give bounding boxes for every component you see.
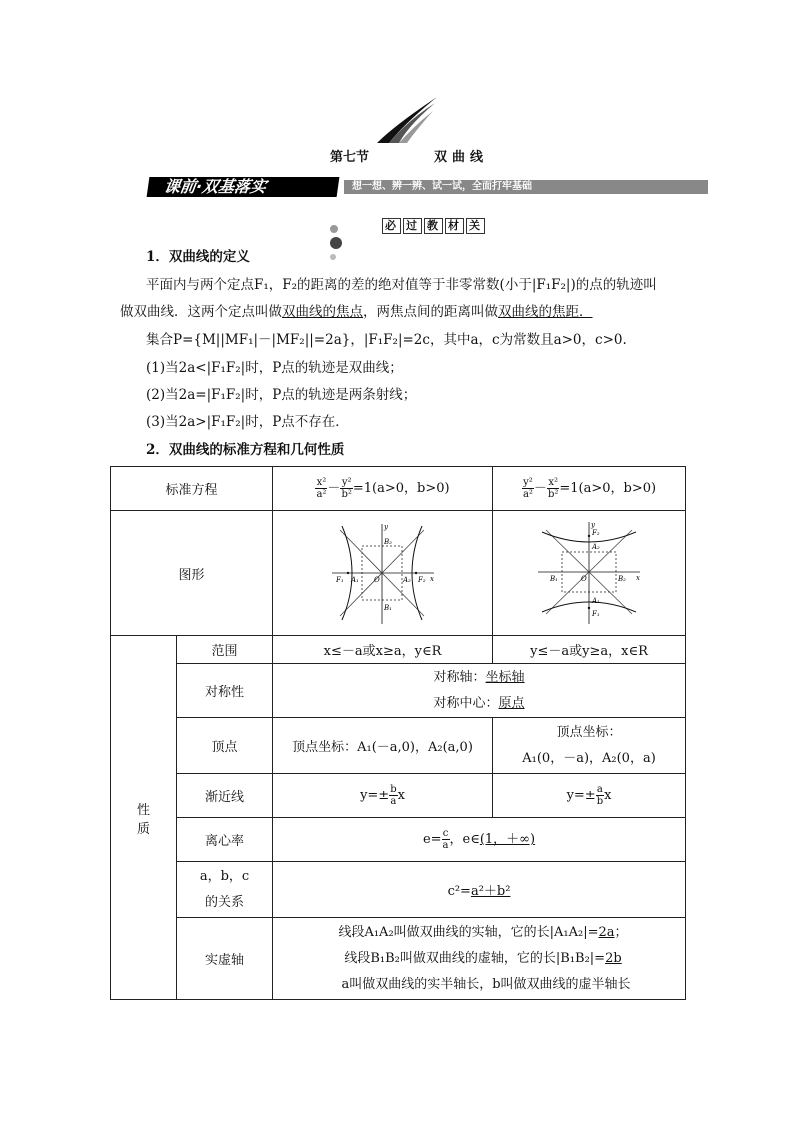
answer-imag-axis: 2b: [605, 950, 622, 966]
properties-label-char: 性: [136, 802, 150, 818]
swoosh-logo: [375, 95, 440, 145]
axis-value: [273, 918, 686, 1000]
graph2-y-label: y: [591, 521, 595, 529]
answer-focal-distance: 双曲线的焦距．: [498, 304, 593, 320]
table-row: [111, 467, 686, 511]
graph2-a2-label: A₂: [592, 543, 600, 551]
case-3: (3)当2a>|F₁F₂|时，P点不存在．: [146, 414, 349, 430]
section2-heading: 2．双曲线的标准方程和几何性质: [146, 442, 345, 458]
section-title: 双曲线: [434, 150, 489, 165]
focus-point: [588, 535, 590, 537]
text-span: ，两焦点间的距离叫做: [363, 304, 498, 320]
table-row: [111, 718, 686, 774]
case-2: (2)当2a=|F₁F₂|时，P点的轨迹是两条射线；: [146, 387, 417, 403]
section-number: 第七节: [330, 150, 370, 165]
graph1-origin-label: O: [373, 576, 380, 584]
range-1: x≤－a或x≥a，y∈R: [273, 636, 493, 664]
text-span: e=: [422, 832, 442, 847]
sub-banner-text: [382, 218, 487, 234]
graph1-b1-label: B₁: [383, 604, 392, 612]
symmetry-value: [273, 664, 686, 718]
std-eq-1: $\frac{\text{x²}}{\text{a²}}$ － $\frac{\text{y²}}{\text{b²}}$ =1(a>0，b>0): [273, 467, 493, 511]
text-line: a，b，c: [199, 868, 250, 884]
axis-label: 实虚轴: [177, 918, 273, 1000]
hyperbola-horizontal-graph: [328, 518, 438, 628]
answer-real-axis: 2a: [598, 924, 615, 940]
answer-axis: 坐标轴: [485, 669, 525, 685]
table-row: [111, 862, 686, 918]
graph2-a1-label: A₁: [592, 597, 600, 605]
table-row: [111, 511, 686, 636]
dots-decoration: [330, 221, 344, 263]
text-span: x: [604, 788, 612, 803]
graph2-f1-label: F₁: [592, 610, 600, 618]
table-row: [111, 818, 686, 862]
eq-tail: =1(a>0，b>0): [352, 481, 450, 496]
asymptote-label: 渐近线: [177, 774, 273, 818]
text-span: y=±: [566, 788, 596, 803]
section1-heading: 1．双曲线的定义: [146, 249, 250, 265]
text-line: 的关系: [205, 894, 245, 910]
asymptote-2-value: [493, 774, 686, 818]
table-row: [111, 918, 686, 1000]
text-line: A₁(0，－a)，A₂(0，a): [522, 750, 656, 766]
text-span: ，e∈: [449, 832, 480, 847]
vertex-label: 顶点: [177, 718, 273, 774]
focus-point: [588, 607, 590, 609]
std-eq-2: $\frac{\text{y²}}{\text{a²}}$ － $\frac{\text{x²}}{\text{b²}}$ =1(a>0，b>0): [493, 467, 686, 511]
case-1: (1)当2a<|F₁F₂|时，P点的轨迹是双曲线；: [146, 360, 403, 376]
graph-label: 图形: [111, 511, 273, 636]
eccentricity-label: 离心率: [177, 818, 273, 862]
frac-den: a: [390, 796, 397, 807]
abc-value: [273, 862, 686, 918]
hyperbola-vertical-graph: [534, 518, 644, 628]
eccentricity-value: [273, 818, 686, 862]
definition-line1: 平面内与两个定点F₁，F₂的距离的差的绝对值等于非零常数(小于|F₁F₂|)的点的轨迹叫: [146, 277, 657, 293]
text-span: 对称轴：: [433, 669, 486, 685]
table-row: [111, 664, 686, 718]
properties-table: [110, 466, 686, 1000]
table-row: [111, 774, 686, 818]
sub-banner-char: 关: [466, 218, 485, 234]
frac-den: b: [596, 796, 604, 807]
answer-abc: a²＋b²: [470, 884, 511, 899]
properties-label: [111, 636, 177, 1000]
answer-ecc-range: (1，＋∞): [479, 832, 536, 847]
graph2-b1-label: B₁: [550, 575, 558, 583]
text-span: ；: [614, 924, 628, 940]
graph1-f1-label: F₁: [335, 576, 344, 584]
definition-line2: [120, 302, 593, 322]
graph1-a2-label: A₂: [402, 576, 411, 584]
focus-point: [414, 572, 416, 574]
eq-tail: =1(a>0，b>0): [559, 481, 657, 496]
range-2: y≤－a或y≥a，x∈R: [493, 636, 686, 664]
text-span: c²=: [447, 884, 471, 899]
lesson-banner: [148, 177, 708, 197]
graph1-x-label: x: [429, 575, 434, 583]
frac-den: a: [442, 840, 449, 851]
banner-sub: 想一想、辨一辨、试一试，全面打牢基础: [344, 180, 708, 194]
page-title-row: [0, 146, 794, 164]
graph1-y-label: y: [383, 523, 388, 531]
focus-point: [346, 572, 348, 574]
graph1-f2-label: F₂: [417, 576, 426, 584]
text-span: 线段B₁B₂叫做双曲线的虚轴，它的长|B₁B₂|=: [344, 950, 606, 966]
text-line: 顶点坐标：: [556, 724, 622, 740]
sub-banner-char: 教: [424, 218, 443, 234]
text-line: a叫做双曲线的实半轴长，b叫做双曲线的虚半轴长: [341, 976, 631, 992]
graph-2-cell: [493, 511, 686, 636]
text-span: 对称中心：: [433, 695, 499, 711]
answer-center: 原点: [498, 695, 525, 711]
std-eq-label: 标准方程: [111, 467, 273, 511]
graph2-x-label: x: [636, 574, 640, 582]
graph2-f2-label: F₂: [592, 529, 600, 537]
sub-banner-char: 过: [403, 218, 422, 234]
table-row: [111, 636, 686, 664]
symmetry-label: 对称性: [177, 664, 273, 718]
graph1-a1-label: A₁: [350, 576, 359, 584]
frac-num: b: [390, 784, 397, 795]
graph1-b2-label: B₂: [383, 538, 392, 546]
vertex-1: 顶点坐标：A₁(－a,0)，A₂(a,0): [273, 718, 493, 774]
text-span: 做双曲线．这两个定点叫做: [120, 304, 282, 320]
text-span: 线段A₁A₂叫做双曲线的实轴，它的长|A₁A₂|=: [338, 924, 599, 940]
abc-label: [177, 862, 273, 918]
graph2-b2-label: B₂: [618, 575, 626, 583]
properties-label-char: 质: [136, 821, 150, 837]
set-definition: 集合P={M||MF₁|－|MF₂||=2a}，|F₁F₂|=2c，其中a，c为常数且a>0，c>0.: [146, 332, 627, 348]
text-span: x: [397, 788, 405, 803]
graph-1-cell: [273, 511, 493, 636]
frac-num: a: [596, 784, 603, 795]
graph2-origin-label: O: [581, 575, 587, 583]
frac-num: c: [442, 828, 449, 839]
vertex-2: [493, 718, 686, 774]
range-label: 范围: [177, 636, 273, 664]
asymptote-1-value: [273, 774, 493, 818]
text-span: y=±: [360, 788, 390, 803]
banner-main: 课前·双基落实: [147, 177, 340, 197]
sub-banner-char: 材: [445, 218, 464, 234]
answer-focus: 双曲线的焦点: [282, 304, 363, 320]
sub-banner-char: 必: [382, 218, 401, 234]
